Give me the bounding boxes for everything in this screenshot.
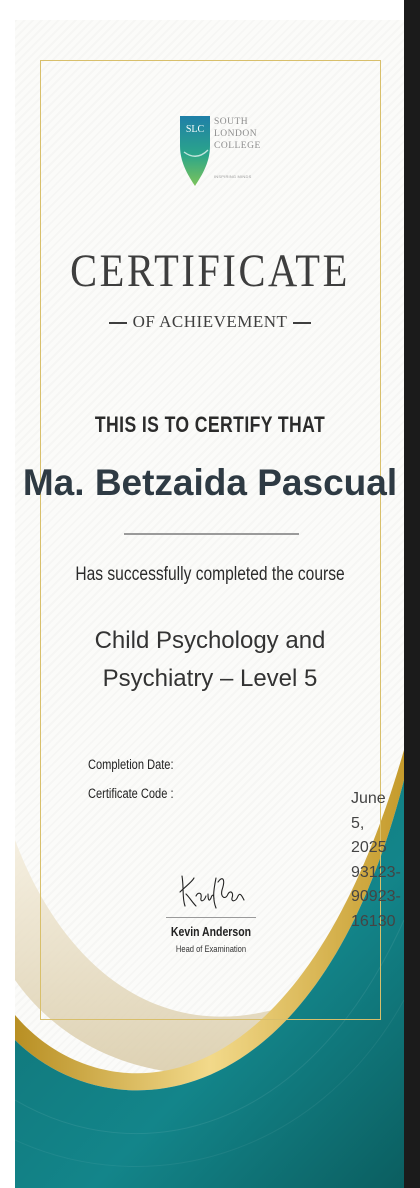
value-fragment: 5, (351, 814, 365, 832)
course-line-2: Psychiatry – Level 5 (102, 665, 318, 692)
college-logo (178, 112, 268, 192)
value-fragment: 16130 (351, 912, 396, 930)
logo-line-3: COLLEGE (214, 141, 261, 151)
svg-text:SLC: SLC (185, 124, 205, 135)
signatory-name: Kevin Anderson (170, 925, 252, 939)
shield-logo-icon (178, 112, 212, 190)
certificate-subtitle (0, 312, 420, 332)
value-fragment: 2025 (351, 839, 387, 856)
completed-line: Has successfully completed the course (75, 564, 345, 585)
logo-wordmark (214, 116, 261, 152)
certify-line: THIS IS TO CERTIFY THAT (94, 412, 326, 437)
course-name (60, 622, 360, 698)
field-values-overflow (351, 787, 411, 934)
subtitle-text: OF ACHIEVEMENT (132, 312, 288, 331)
course-line-1: Child Psychology and (94, 627, 326, 654)
value-fragment: 93123- (351, 863, 401, 881)
certificate-title: CERTIFICATE (70, 245, 350, 297)
recipient-name: Ma. Betzaida Pascual (22, 462, 398, 503)
signatory-role: Head of Examination (175, 944, 247, 954)
signature-line (166, 917, 256, 918)
logo-line-2: LONDON (214, 129, 258, 139)
completion-date-label: Completion Date: (88, 757, 174, 772)
value-fragment: 90923- (351, 888, 401, 905)
signature-icon (176, 868, 248, 912)
page-edge-strip (404, 0, 420, 1188)
value-fragment: June (351, 790, 386, 807)
logo-line-1: SOUTH (214, 117, 249, 127)
name-underline (124, 533, 299, 535)
certificate-code-label: Certificate Code : (88, 786, 174, 801)
logo-tagline: INSPIRING MINDS (214, 174, 252, 179)
